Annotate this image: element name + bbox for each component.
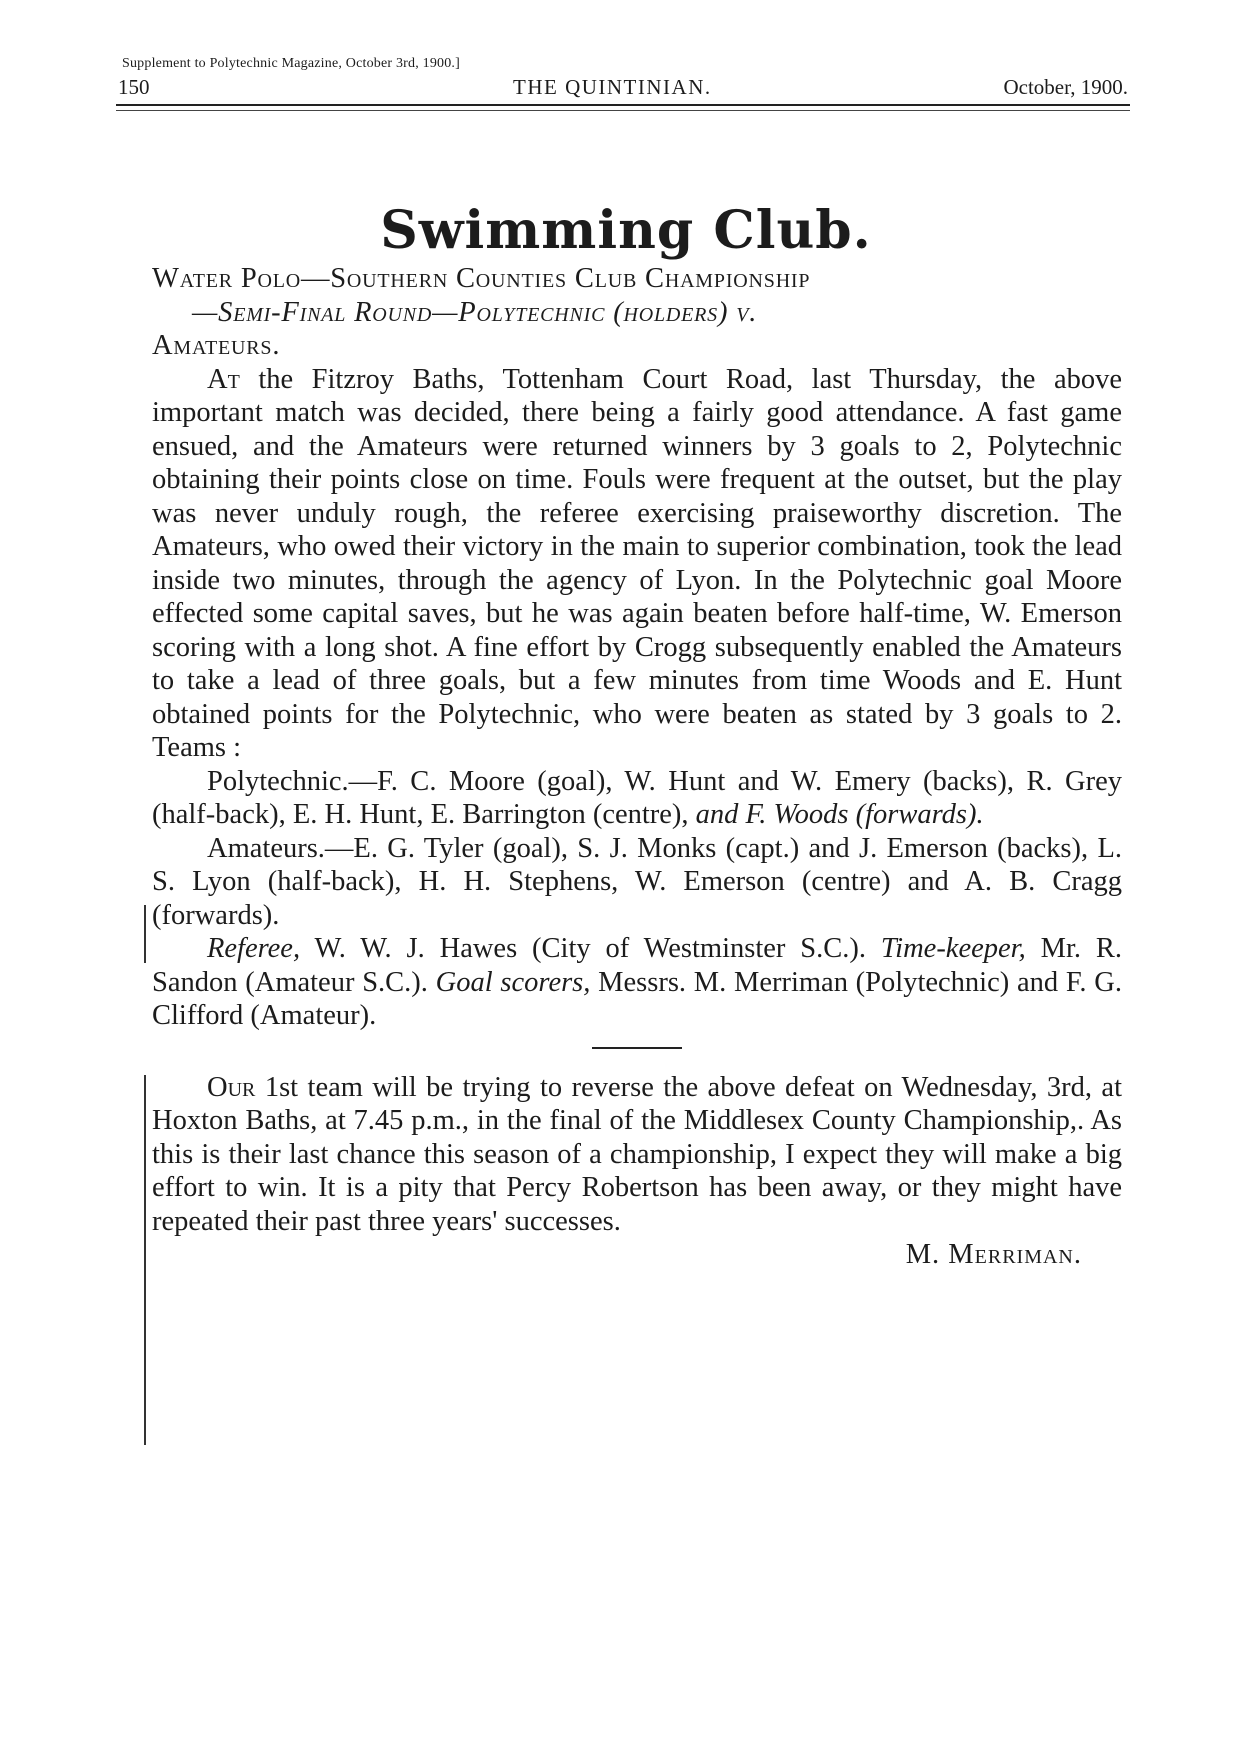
team-polytechnic-text: Polytechnic.—F. C. Moore (goal), W. Hunt and W. Emery (backs), R. Grey (half-back), E. H. Hunt, E. Barrington (centre), (152, 765, 1122, 830)
team-amateurs: Amateurs.—E. G. Tyler (goal), S. J. Monks (capt.) and J. Emerson (backs), L. S. Lyon (half-back), H. H. Stephens, W. Emerson (centre) and A. B. Cragg (forwards). (152, 832, 1122, 931)
author-signature: M. Merriman. (905, 1239, 1082, 1270)
margin-mark (144, 1075, 146, 1445)
issue-date: October, 1900. (1003, 75, 1128, 99)
section-title: Swimming Club. (380, 200, 872, 261)
journal-title: THE QUINTINIAN. (513, 75, 712, 99)
section-divider (592, 1047, 682, 1049)
team-polytechnic (152, 765, 1122, 832)
goal-scorers-label: Goal scorers, (435, 966, 591, 998)
referee-name: W. W. J. Hawes (City of Westminster S.C.). (300, 933, 881, 964)
header-rule-thick (116, 104, 1130, 106)
subhead-line-3: Amateurs. (152, 330, 281, 361)
article-body (152, 262, 1122, 1272)
note-lead-word: Our (207, 1071, 256, 1103)
note-text: 1st team will be trying to reverse the above defeat on Wednesday, 3rd, at Hoxton Baths, at 7.45 p.m., in the final of the Middlesex County Championship,. As this is their last chance this season of a championship, I expect they will make a big effort to win. It is a pity that Percy Robertson has been away, or they might have repeated their past three years' successes. (152, 1071, 1123, 1237)
running-header (118, 75, 1128, 105)
page-number: 150 (118, 75, 150, 99)
match-subheading (152, 262, 1122, 363)
supplement-note: Supplement to Polytechnic Magazine, October 3rd, 1900.] (122, 56, 460, 71)
timekeeper-label: Time-keeper, (880, 933, 1026, 964)
header-rule-thin (116, 110, 1130, 111)
subhead-line-2: —Semi-Final Round—Polytechnic (holders) v. (192, 296, 758, 328)
report-lead-word: At (207, 363, 240, 395)
margin-mark (144, 905, 146, 963)
timekeeper-name: Mr. R. Sandon (Amateur S.C.). (152, 933, 1122, 998)
referee-label: Referee, (207, 933, 301, 964)
match-report (152, 363, 1122, 765)
report-text: the Fitzroy Baths, Tottenham Court Road, last Thursday, the above important match was decided, there being a fairly good attendance. A fast game ensued, and the Amateurs were returned winners by 3 goals to 2, Polytechnic obtaining their points close on time. Fouls were frequent at the outset, but the play was never unduly rough, the referee exercising praiseworthy discretion. The Amateurs, who owed their victory in the main to superior combination, took the lead inside two minutes, through the agency of Lyon. In the Polytechnic goal Moore effected some capital saves, but he was again beaten before half-time, W. Emerson scoring with a long shot. A fine effort by Crogg subsequently enabled the Amateurs to take a lead of three goals, but a few minutes from time Woods and E. Hunt obtained points for the Polytechnic, who were beaten as stated by 3 goals to 2. Teams : (152, 363, 1122, 763)
team-polytechnic-tail: and F. Woods (forwards). (695, 799, 984, 830)
match-officials (152, 932, 1122, 1033)
club-note (152, 1071, 1122, 1239)
subhead-line-1: Water Polo—Southern Counties Club Championship (152, 263, 811, 294)
goal-scorers-names: Messrs. M. Merriman (Polytechnic) and F. G. Clifford (Amateur). (152, 966, 1123, 1031)
